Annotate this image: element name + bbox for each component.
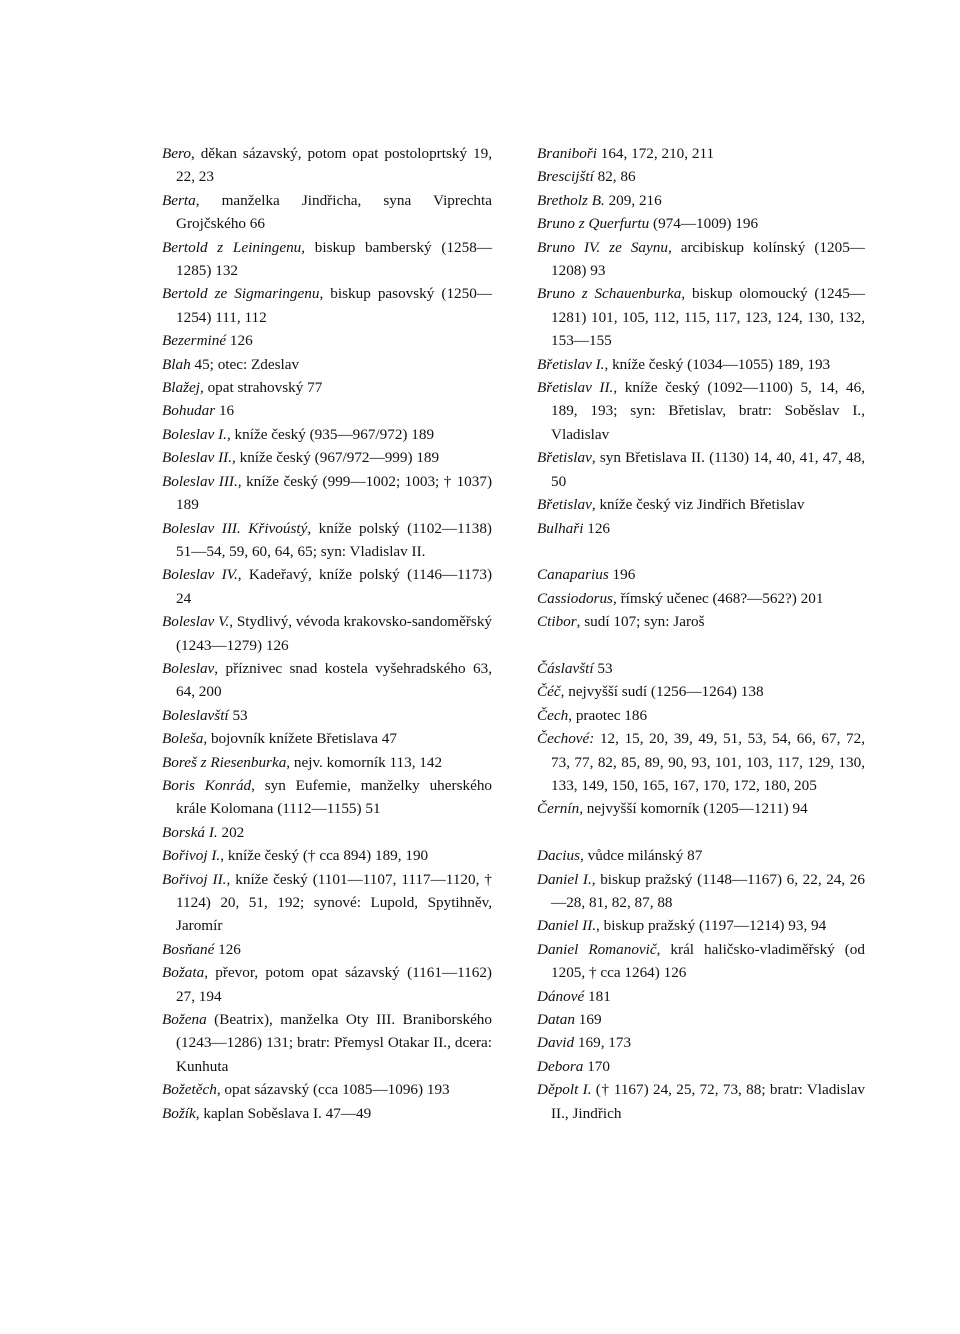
index-entry [537, 236, 865, 283]
index-entry [537, 1031, 865, 1054]
entry-heading: Dacius [537, 847, 581, 865]
entry-heading: Bruno z Schauenburka [537, 285, 682, 303]
entry-details: , bojovník knížete Břetislava 47 [203, 730, 397, 748]
entry-heading: Boleslav IV. [162, 566, 238, 584]
entry-details: (974—1009) 196 [649, 215, 759, 233]
entry-heading: Bertold z Leiningenu [162, 238, 302, 256]
entry-details: 82, 86 [593, 168, 636, 186]
index-entry [537, 282, 865, 352]
index-entry [162, 868, 492, 938]
entry-details: , arcibiskup kolínský (1205—1208) 93 [551, 238, 865, 280]
entry-heading: Borská I. [162, 823, 218, 841]
index-entry [162, 610, 492, 657]
entry-details: 169 [574, 1010, 602, 1028]
index-entry [537, 165, 865, 188]
index-entry [537, 680, 865, 703]
index-entry [537, 212, 865, 235]
entry-details: , římský učenec (468?—562?) 201 [612, 589, 824, 607]
entry-heading: Blažej [162, 379, 200, 397]
entry-details: 170 [583, 1057, 610, 1075]
entry-heading: Bruno IV. ze Saynu [537, 238, 668, 256]
entry-heading: Božetěch [162, 1081, 217, 1099]
entry-details: 209, 216 [604, 191, 662, 209]
entry-details: 53 [593, 659, 613, 677]
entry-heading: Bruno z Querfurtu [537, 215, 650, 233]
entry-details: , vůdce milánský 87 [580, 847, 703, 865]
entry-heading: Boleslav III. [162, 472, 238, 490]
entry-heading: Boleslav I. [162, 425, 227, 443]
entry-details: 12, 15, 20, 39, 49, 51, 53, 54, 66, 67, 72, 73, 77, 82, 85, 89, 90, 93, 101, 103, 117, 129, 130, 133, 149, 150, 165, 167, 170, 172, 180, 205 [551, 730, 865, 794]
entry-details: , nejvyšší komorník (1205—1211) 94 [579, 800, 808, 818]
entry-heading: Čech [537, 706, 569, 724]
entry-heading: Daniel Romanovič [537, 940, 657, 958]
entry-heading: Boleslav V. [162, 613, 230, 631]
entry-heading: Daniel I. [537, 870, 592, 888]
entry-details: , biskup pasovský (1250—1254) 111, 112 [176, 285, 493, 326]
index-entry [537, 610, 865, 633]
entry-details: , syn Břetislava II. (1130) 14, 40, 41, 47, 48, 50 [551, 449, 865, 490]
entry-details: 202 [217, 823, 245, 841]
entry-heading: Boris Konrád [162, 776, 252, 794]
index-entry [537, 563, 865, 586]
entry-details: 45; otec: Zdeslav [190, 355, 300, 373]
index-entry [162, 1008, 492, 1078]
entry-details: († 1167) 24, 25, 72, 73, 88; bratr: Vladislav II., Jindřich [551, 1081, 865, 1122]
entry-heading: Boreš z Riesenburka [162, 753, 287, 771]
entry-heading: Brescijští [537, 168, 594, 186]
index-entry [537, 142, 865, 165]
entry-heading: Cassiodorus [537, 589, 613, 607]
section-gap [537, 540, 865, 563]
entry-details: , Kadeřavý, kníže polský (1146—1173) 24 [176, 566, 493, 607]
entry-heading: Břetislav [537, 449, 592, 467]
section-gap [537, 821, 865, 844]
entry-heading: Boleslav II. [162, 449, 233, 467]
index-entry [537, 353, 865, 376]
entry-details: 16 [215, 402, 235, 420]
entry-heading: Čechové: [537, 730, 595, 748]
entry-details: , příznivec snad kostela vyšehradského 63, 64, 200 [176, 659, 492, 701]
index-entry [162, 282, 492, 329]
entry-heading: Boleslav [162, 659, 215, 677]
entry-heading: Bosňané [162, 940, 215, 958]
entry-heading: Bulhaři [537, 519, 584, 537]
index-entry [537, 376, 865, 446]
index-entry [162, 1078, 492, 1101]
index-entry [162, 657, 492, 704]
index-entry [162, 704, 492, 727]
index-entry [537, 587, 865, 610]
entry-heading: Bero [162, 145, 191, 162]
index-entry [537, 727, 865, 797]
index-entry [537, 1055, 865, 1078]
entry-heading: Dánové [537, 987, 585, 1005]
entry-details: , biskup pražský (1197—1214) 93, 94 [596, 917, 827, 935]
entry-heading: Čáslavští [537, 659, 594, 677]
entry-details: , kníže polský (1102—1138) 51—54, 59, 60, 64, 65; syn: Vladislav II. [176, 519, 492, 560]
entry-details: , syn Eufemie, manželky uherského krále Kolomana (1112—1155) 51 [176, 776, 493, 818]
entry-heading: Datan [537, 1010, 575, 1028]
index-entry [162, 938, 492, 961]
entry-heading: Boleslavští [162, 706, 229, 724]
entry-details: (Beatrix), manželka Oty III. Braniborského (1243—1286) 131; bratr: Přemysl Otakar II., dcera: Kunhuta [176, 1011, 492, 1075]
entry-heading: Břetislav I. [537, 355, 605, 373]
index-entry [162, 844, 492, 867]
entry-heading: Bohudar [162, 402, 216, 420]
entry-details: , sudí 107; syn: Jaroš [576, 613, 705, 631]
entry-details: , kníže český († cca 894) 189, 190 [220, 847, 429, 865]
index-entry [162, 376, 492, 399]
entry-details: , kníže český (1101—1107, 1117—1120, † 1124) 20, 51, 192; synové: Lupold, Spytihněv, Jaromír [176, 870, 492, 935]
entry-heading: David [537, 1034, 575, 1052]
index-entry [162, 446, 492, 469]
index-entry [537, 657, 865, 680]
index-entry [537, 189, 865, 212]
entry-details: , kníže český viz Jindřich Břetislav [591, 496, 805, 514]
entry-heading: Černín [537, 800, 580, 818]
index-entry [162, 329, 492, 352]
index-entry [162, 399, 492, 422]
index-entry [537, 985, 865, 1008]
entry-details: , manželka Jindřicha, syna Viprechta Grojčského 66 [176, 191, 492, 233]
index-entry [162, 142, 492, 189]
entry-heading: Bořivoj I. [162, 847, 221, 865]
entry-details: 169, 173 [574, 1034, 632, 1052]
entry-heading: Božena [162, 1011, 207, 1029]
entry-details: , kníže český (999—1002; 1003; † 1037) 189 [176, 472, 493, 514]
entry-details: , opat strahovský 77 [199, 379, 323, 397]
index-entry [537, 868, 865, 915]
index-entry [162, 727, 492, 750]
entry-details: , převor, potom opat sázavský (1161—1162) 27, 194 [176, 964, 492, 1005]
entry-details: , kaplan Soběslava I. 47—49 [195, 1104, 372, 1122]
entry-heading: Břetislav [537, 496, 592, 514]
index-entry [537, 1008, 865, 1031]
entry-details: , praotec 186 [568, 706, 648, 724]
entry-details: , kníže český (967/972—999) 189 [232, 449, 440, 467]
entry-heading: Daniel II. [537, 917, 597, 935]
index-entry [162, 563, 492, 610]
entry-details: 181 [584, 987, 611, 1005]
index-entry [537, 517, 865, 540]
entry-heading: Blah [162, 355, 191, 373]
entry-heading: Bretholz B. [537, 191, 605, 209]
entry-details: 164, 172, 210, 211 [596, 145, 715, 162]
index-entry [162, 821, 492, 844]
entry-heading: Bořivoj II. [162, 870, 227, 888]
entry-details: , opat sázavský (cca 1085—1096) 193 [216, 1081, 450, 1099]
index-entry [537, 914, 865, 937]
entry-heading: Berta [162, 191, 196, 209]
entry-details: , Stydlivý, vévoda krakovsko-sandoměřský (1243—1279) 126 [176, 613, 493, 654]
index-entry [537, 938, 865, 985]
index-entry [162, 423, 492, 446]
entry-heading: Canaparius [537, 566, 609, 584]
index-entry [162, 1102, 492, 1125]
entry-heading: Debora [537, 1057, 584, 1075]
index-entry [537, 797, 865, 820]
index-entry [162, 517, 492, 564]
entry-heading: Bezerminé [162, 332, 227, 350]
entry-heading: Ctibor [537, 613, 577, 631]
entry-details: , nejvyšší sudí (1256—1264) 138 [560, 683, 764, 701]
index-entry [537, 446, 865, 493]
index-entry [162, 189, 492, 236]
entry-details: 126 [226, 332, 253, 350]
entry-heading: Božík [162, 1104, 196, 1122]
entry-details: 53 [228, 706, 248, 724]
entry-details: , nejv. komorník 113, 142 [286, 753, 443, 771]
entry-heading: Čéč [537, 683, 561, 701]
index-entry [537, 844, 865, 867]
entry-details: , biskup olomoucký (1245—1281) 101, 105, 112, 115, 117, 123, 124, 130, 132, 153—155 [551, 285, 865, 350]
entry-details: , kníže český (1092—1100) 5, 14, 46, 189, 193; syn: Břetislav, bratr: Soběslav I., Vladislav [551, 379, 865, 443]
index-entry [537, 493, 865, 516]
entry-details: , biskup bamberský (1258—1285) 132 [176, 238, 493, 280]
section-gap [537, 634, 865, 657]
index-entry [537, 1078, 865, 1125]
entry-heading: Děpolt I. [537, 1081, 592, 1099]
entry-details: , děkan sázavský, potom opat postoloprtský 19, 22, 23 [176, 145, 492, 186]
entry-details: 196 [608, 566, 636, 584]
entry-heading: Bertold ze Sigmaringenu [162, 285, 320, 303]
index-entry [162, 961, 492, 1008]
index-entry [162, 236, 492, 283]
index-column-left [162, 142, 492, 1125]
entry-details: 126 [214, 940, 241, 958]
index-column-right [537, 142, 865, 1125]
entry-details: , kníže český (1034—1055) 189, 193 [604, 355, 831, 373]
index-entry [162, 353, 492, 376]
entry-details: , biskup pražský (1148—1167) 6, 22, 24, 26—28, 81, 82, 87, 88 [551, 870, 865, 911]
entry-heading: Božata [162, 964, 205, 982]
index-entry [162, 751, 492, 774]
index-entry [537, 704, 865, 727]
entry-heading: Boleslav III. Křivoústý [162, 519, 308, 537]
entry-heading: Boleša [162, 730, 204, 748]
entry-details: , kníže český (935—967/972) 189 [226, 425, 435, 443]
entry-details: , král haličsko-vladiměřský (od 1205, † cca 1264) 126 [551, 940, 865, 982]
entry-details: 126 [583, 519, 610, 537]
index-entry [162, 774, 492, 821]
index-entry [162, 470, 492, 517]
entry-heading: Břetislav II. [537, 379, 614, 397]
entry-heading: Braniboři [537, 145, 597, 162]
